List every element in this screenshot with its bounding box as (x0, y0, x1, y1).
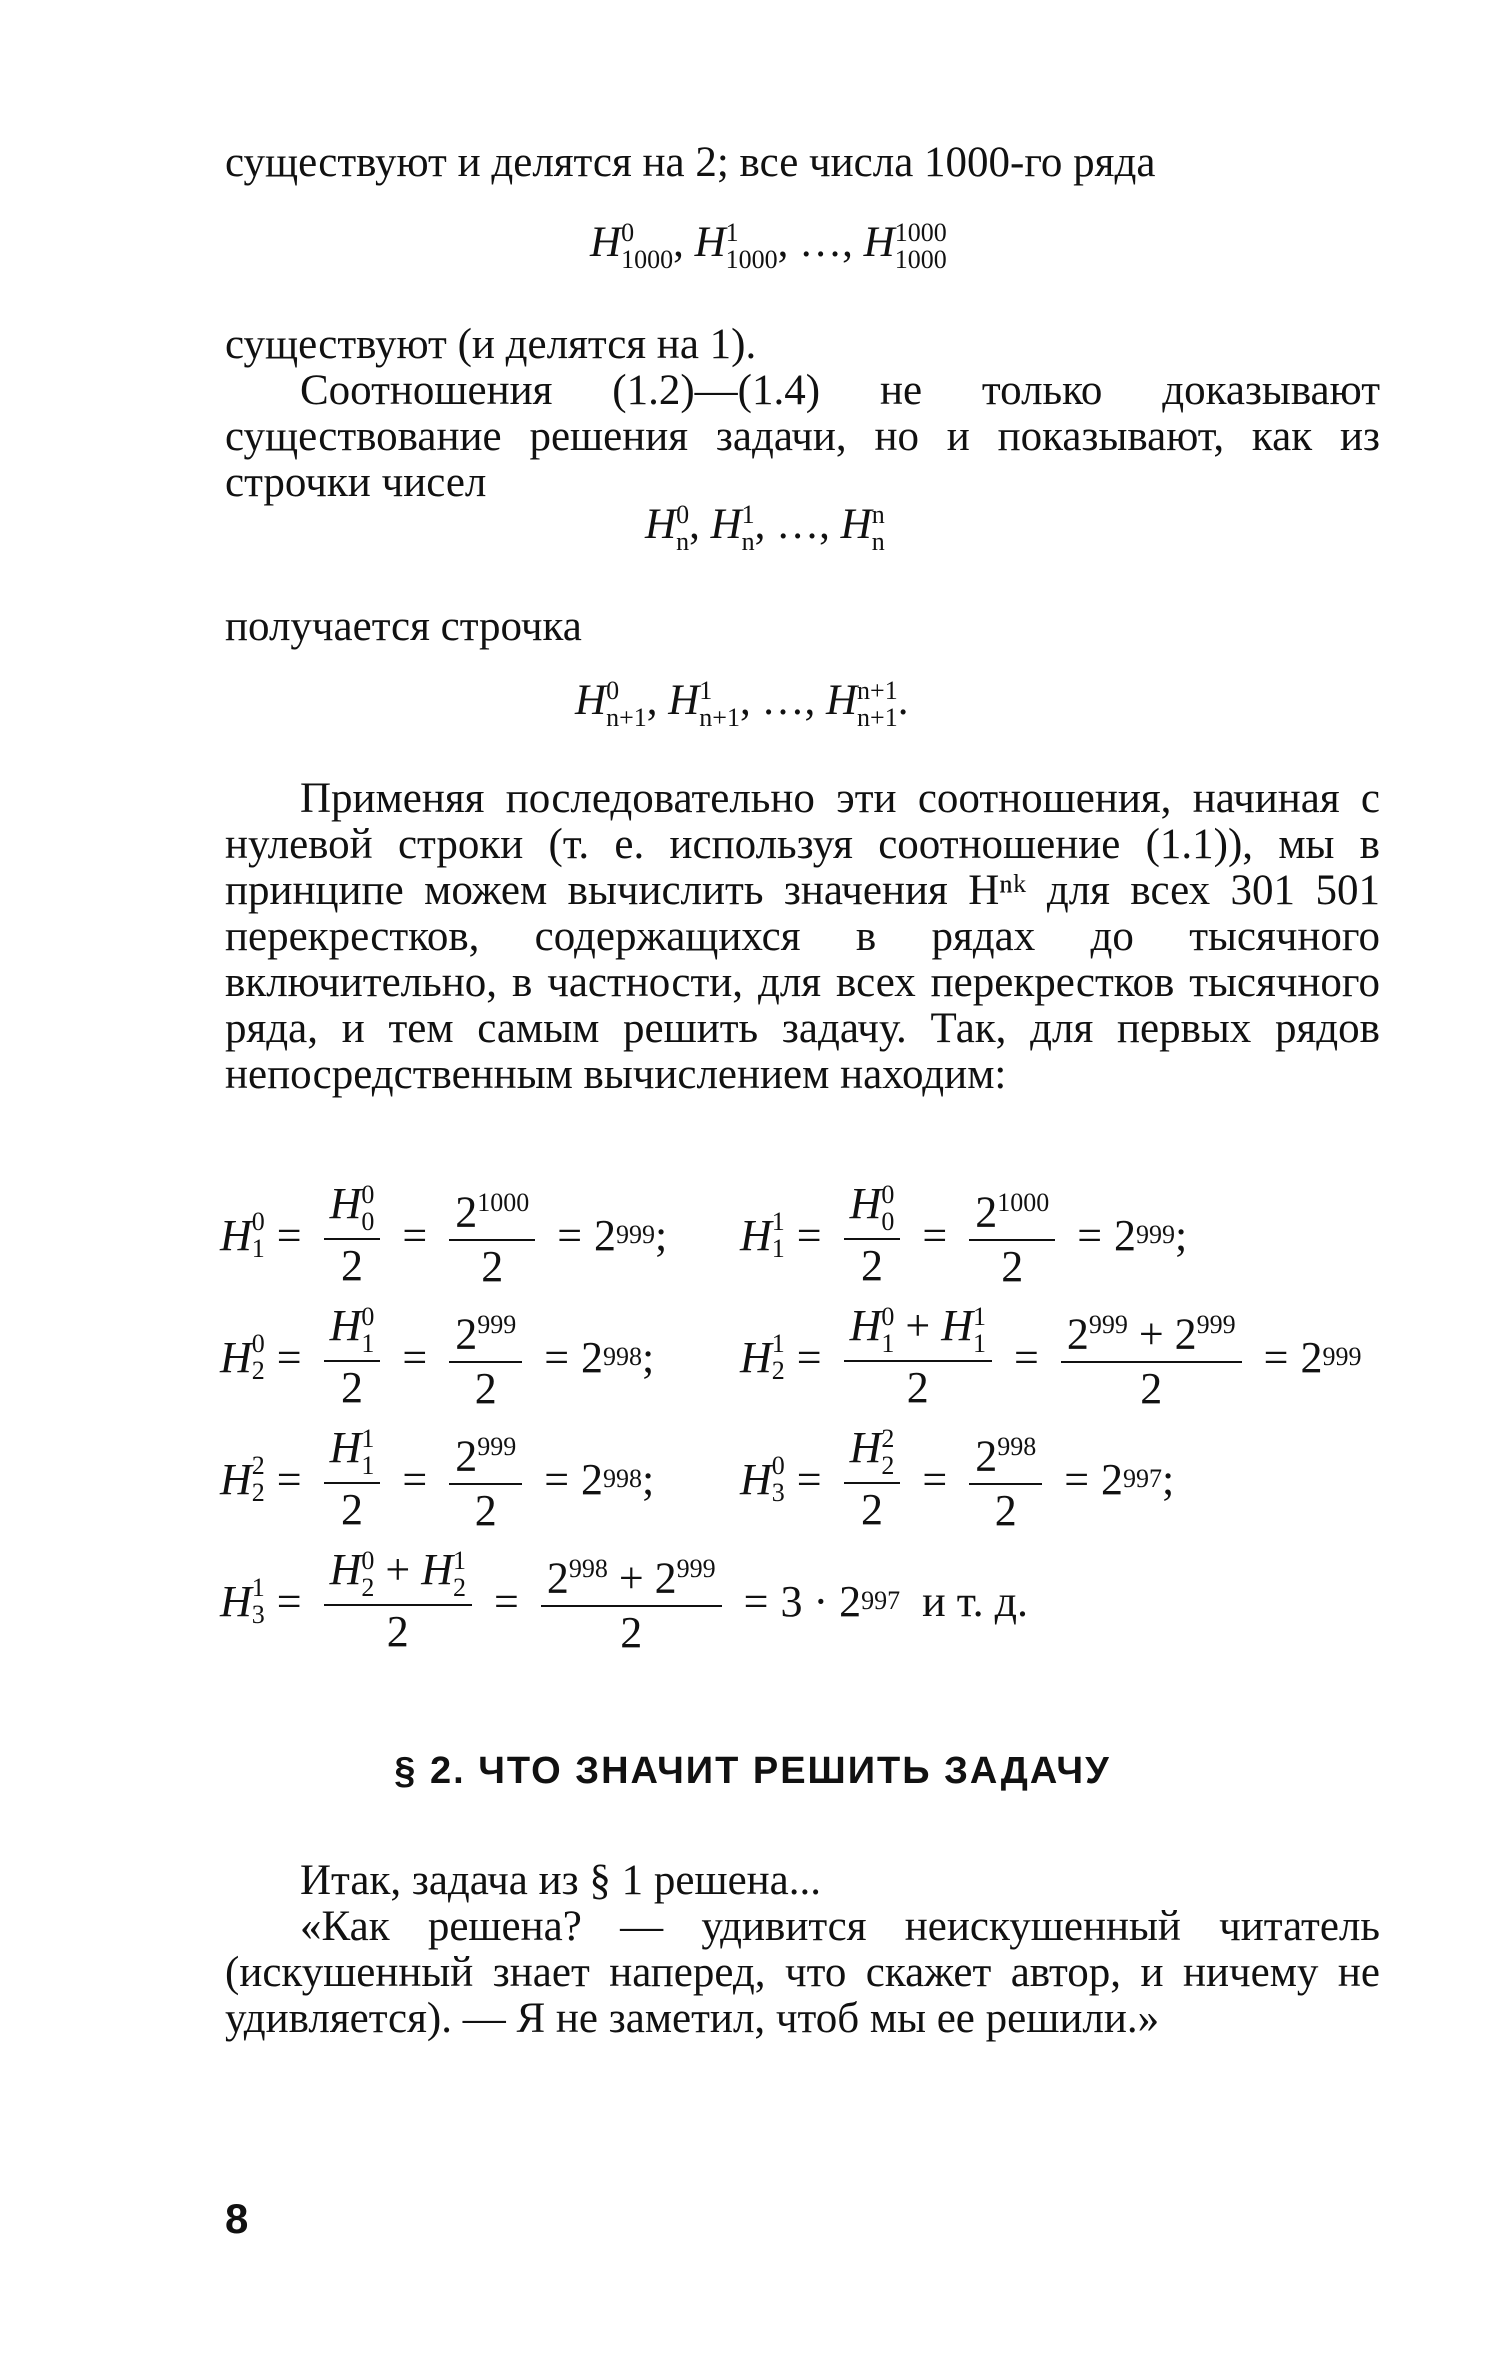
equation-h0-1: H 0 1 = H 0 0 2 = $\frac{2^{1000}}{2}$ = 2 999 ; (220, 1179, 668, 1291)
page-number: 8 (225, 2195, 249, 2242)
equation-h1-2: H 1 2 = H 0 1 + H 1 1 2 = $\frac{2^{999} + 2^{999}}{2}$ = 2 999 (740, 1301, 1362, 1413)
equation-h1-3: H 1 3 = H 0 2 + H 1 2 2 = $\frac{2^{998} + 2^{999}}{2}$ = 3 · 2 997 и т. д. (220, 1545, 1028, 1657)
paragraph-apply: Применяя последовательно эти соотношения, начиная с нулевой строки (т. е. используя соотношение (1.1)), мы в принципе можем вычислить значения Hⁿᵏ для всех 301 501 перекрестков, содержащихся в рядах до тысячного включительно, в частности, для всех перекрестков тысячного ряда, и тем самым решить задачу. Так, для первых рядов непосредственным вычислением находим: (225, 775, 1380, 1098)
equation-h1-1: H 1 1 = H 0 0 2 = $\frac{2^{1000}}{2}$ = 2 999 ; (740, 1179, 1188, 1291)
paragraph-quote: «Как решена? — удивится неискушенный читатель (искушенный знает наперед, что скажет автор, и ничему не удивляется). — Я не заметил, чтоб мы ее решили.» (225, 1903, 1380, 2042)
text-line-1: существуют и делятся на 2; все числа 1000-го ряда (225, 139, 1156, 186)
text-line-gets: получается строчка (225, 603, 582, 650)
equation-h0-2: H 0 2 = H 0 1 2 = $\frac{2^{999}}{2}$ = 2 998 ; (220, 1301, 655, 1413)
equation-h2-2: H 2 2 = H 1 1 2 = $\frac{2^{999}}{2}$ = 2 998 ; (220, 1423, 655, 1535)
display-formula-hn: H 0 n , H 1 n , …, H n n (645, 500, 885, 557)
display-formula-h1000: H 0 1000 , H 1 1000 , …, H 1000 1000 (590, 218, 947, 275)
equation-h0-3: H 0 3 = H 2 2 2 = $\frac{2^{998}}{2}$ = 2 997 ; (740, 1423, 1175, 1535)
display-formula-hn1: H 0 n+1 , H 1 n+1 , …, H n+1 n+1 . (575, 676, 909, 733)
section-heading: § 2. ЧТО ЗНАЧИТ РЕШИТЬ ЗАДАЧУ (394, 1750, 1111, 1792)
paragraph-thus: Итак, задача из § 1 решена... (300, 1857, 821, 1904)
paragraph-ratios: Соотношения (1.2)—(1.4) не только доказывают существование решения задачи, но и показывают, как из строчки чисел (225, 367, 1380, 506)
text-line-2: существуют (и делятся на 1). (225, 321, 757, 368)
